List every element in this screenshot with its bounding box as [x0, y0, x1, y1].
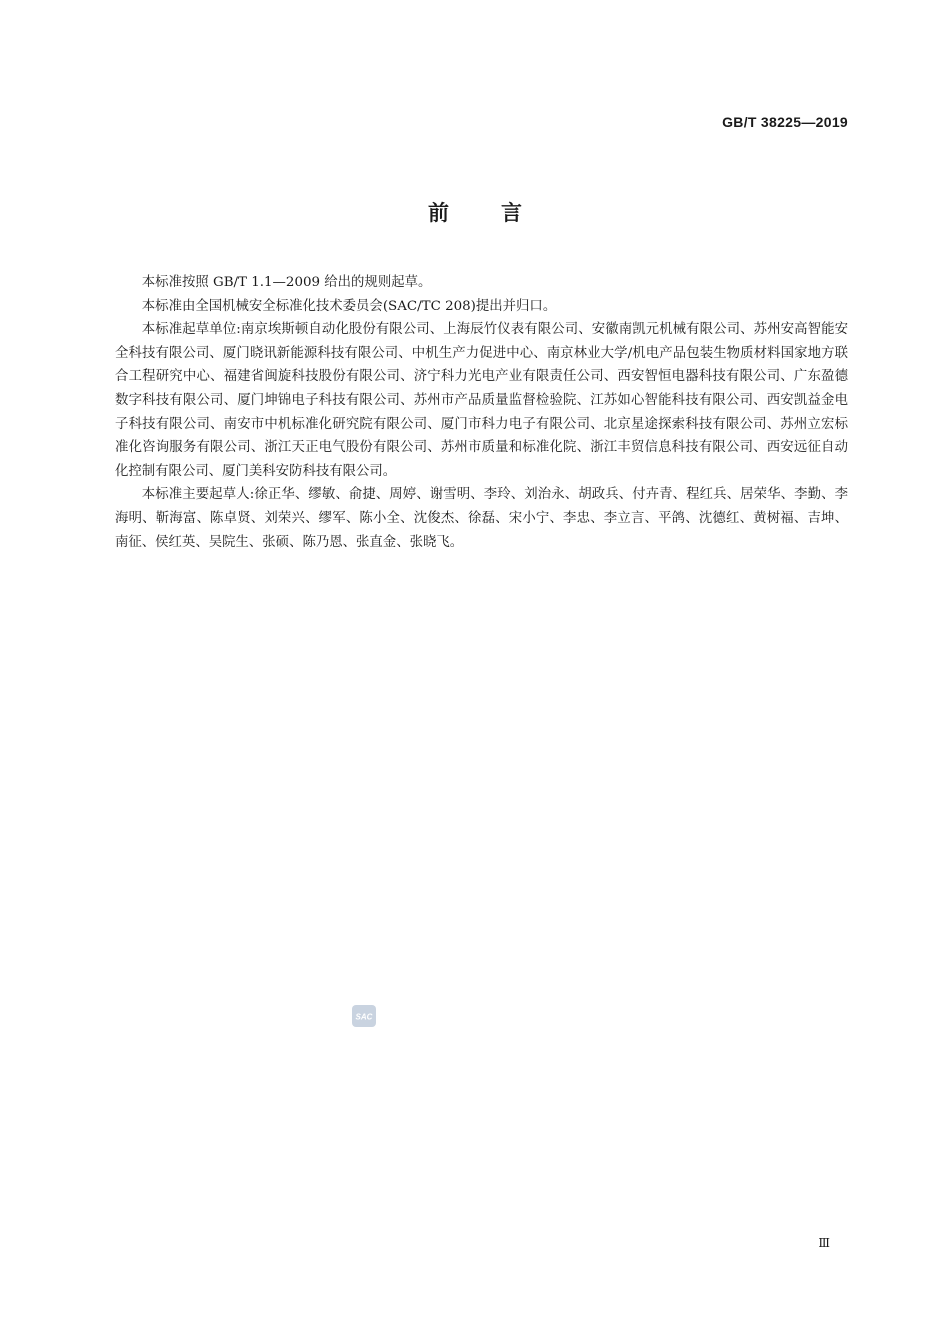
sac-logo-icon [351, 1004, 377, 1028]
page-title: 前言 [428, 201, 574, 225]
svg-text:SAC: SAC [355, 1012, 373, 1022]
paragraph-committee: 本标准由全国机械安全标准化技术委员会(SAC/TC 208)提出并归口。 [141, 298, 557, 314]
page-number: Ⅲ [818, 1236, 830, 1250]
paragraph-drafting-rules: 本标准按照 GB/T 1.1—2009 给出的规则起草。 [141, 275, 432, 290]
paragraph-drafting-units: 本标准起草单位:南京埃斯顿自动化股份有限公司、上海辰竹仪表有限公司、安徽南凯元机械有限公司、苏州安高智能安全科技有限公司、厦门晓讯新能源科技有限公司、中机生产力促进中心、南京林业大学/机电产品包装生物质材料国家地方联合工程研究中心、福建省闽旋科技股份有限公司、济宁科力光电产业有限责任公司、西安智恒电器科技有限公司、广东盈德数字科技有限公司、厦门坤锦电子科技有限公司、苏州市产品质量监督检验院、江苏如心智能科技有限公司、西安凯益金电子科技有限公司、南安市中机标准化研究院有限公司、厦门市科力电子有限公司、北京星途探索科技有限公司、苏州立宏标准化咨询服务有限公司、浙江天正电气股份有限公司、苏州市质量和标准化院、浙江丰贸信息科技有限公司、西安远征自动化控制有限公司、厦门美科安防科技有限公司。 [115, 322, 848, 479]
preface-body [115, 271, 848, 554]
document-code: GB/T 38225—2019 [722, 114, 848, 130]
paragraph-drafters: 本标准主要起草人:徐正华、缪敏、俞捷、周婷、谢雪明、李玲、刘治永、胡政兵、付卉青、程红兵、居荣华、李勤、李海明、靳海富、陈卓贤、刘荣兴、缪军、陈小全、沈俊杰、徐磊、宋小宁、李忠、李立言、平鸽、沈德红、黄树福、吉坤、南征、侯红英、吴院生、张硕、陈乃恩、张直金、张晓飞。 [115, 487, 848, 550]
sac-watermark-logo [351, 1004, 377, 1028]
